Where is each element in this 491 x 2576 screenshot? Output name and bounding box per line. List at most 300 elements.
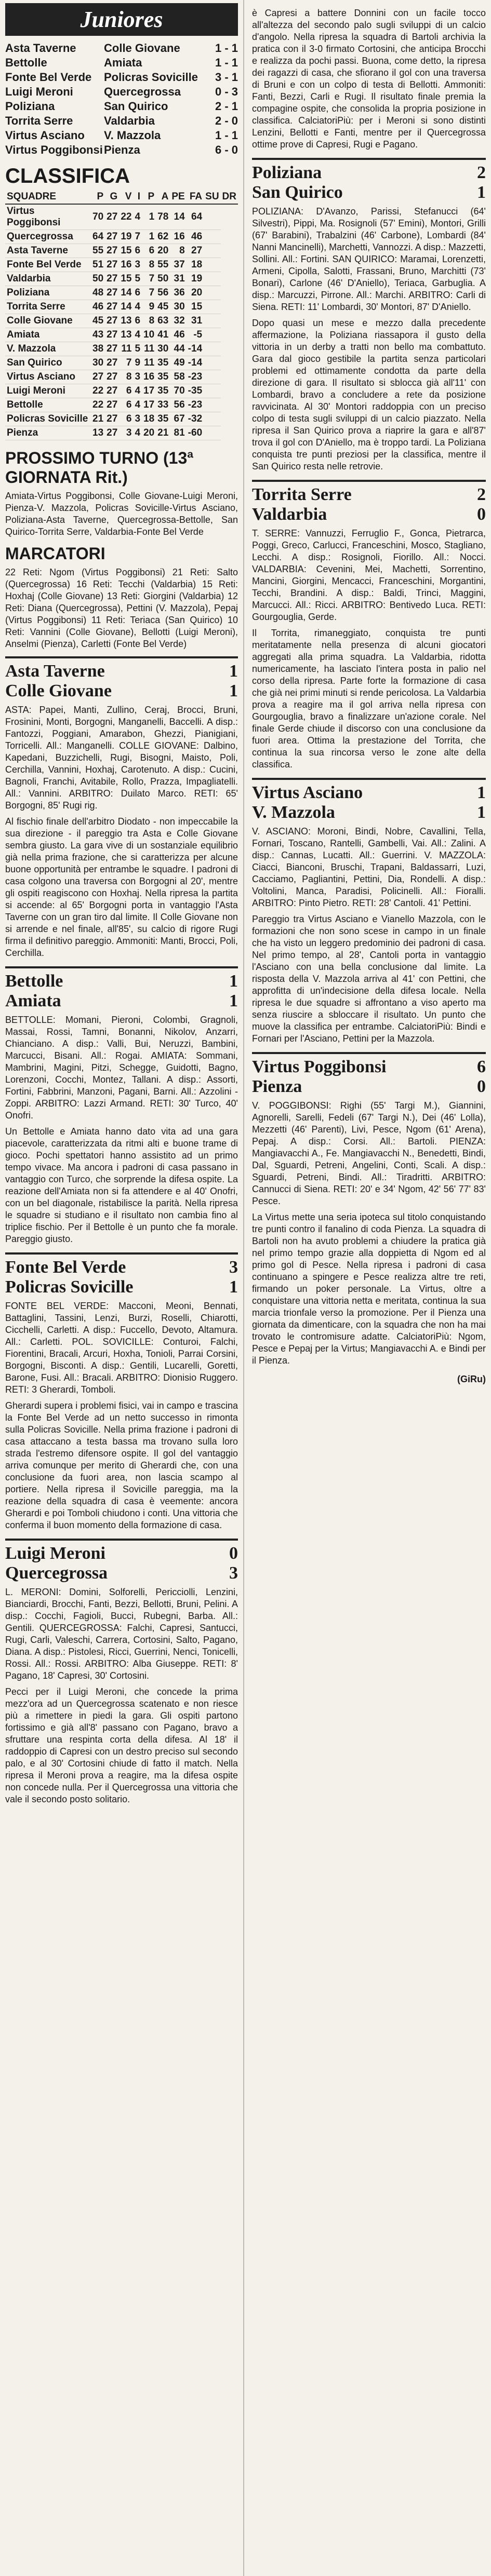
result-home: Virtus Asciano	[5, 129, 85, 142]
standings-cell	[204, 412, 220, 426]
match-home-line	[252, 1052, 486, 1077]
standings-cell: 27	[105, 370, 119, 384]
standings-cell	[204, 244, 220, 258]
scorers-title: MARCATORI	[5, 544, 105, 563]
standings-cell: 4	[133, 328, 142, 342]
result-away: Valdarbia	[104, 114, 155, 127]
result-home: Asta Taverne	[5, 42, 76, 55]
home-score: 1	[229, 662, 238, 681]
standings-cell: -60	[187, 426, 204, 440]
standings-cell: 9	[133, 356, 142, 370]
standings-cell: 16	[170, 230, 186, 244]
result-row	[5, 70, 238, 85]
away-team: Quercegrossa	[5, 1563, 108, 1583]
result-score: 1 - 1	[215, 129, 238, 142]
standings-cell: 21	[91, 412, 105, 426]
standings-cell: 7	[119, 356, 133, 370]
home-team: Luigi Meroni	[5, 1544, 105, 1563]
standings-cell: 13	[119, 314, 133, 328]
standings-cell: 20	[142, 426, 156, 440]
away-score: 3	[229, 1563, 238, 1583]
standings-header-cell: V	[119, 190, 133, 204]
standings-cell: 46	[187, 230, 204, 244]
standings-header-row	[5, 190, 238, 204]
standings-cell: San Quirico	[5, 356, 91, 370]
result-away: Quercegrossa	[104, 85, 181, 98]
standings-cell: 4	[133, 204, 142, 230]
standings-cell: 32	[170, 314, 186, 328]
standings-cell: 14	[119, 300, 133, 314]
standings-cell: 41	[156, 328, 170, 342]
standings-cell: 56	[156, 286, 170, 300]
match-report	[5, 1539, 238, 1805]
match-home-line	[5, 1252, 238, 1277]
away-team: V. Mazzola	[252, 803, 335, 822]
standings-cell: 1	[142, 204, 156, 230]
match-home-line	[252, 158, 486, 183]
away-team: Valdarbia	[252, 505, 327, 524]
standings-cell: 31	[170, 272, 186, 286]
standings-cell: 46	[91, 300, 105, 314]
standings-cell	[204, 356, 220, 370]
home-score: 0	[229, 1544, 238, 1563]
standings-cell: 64	[91, 230, 105, 244]
standings-cell: 46	[170, 328, 186, 342]
standings-cell: 17	[142, 384, 156, 398]
standings-cell	[204, 342, 220, 356]
standings-cell: 13	[119, 328, 133, 342]
standings-cell: 21	[156, 426, 170, 440]
standings-cell: 18	[187, 258, 204, 272]
standings-cell: 36	[170, 286, 186, 300]
standings-header-cell: P	[142, 190, 156, 204]
match-report-text: Pecci per il Luigi Meroni, che concede la prima mezz'ora ad un Quercegrossa scatenato e non riesce più a rimettere in piedi la gara. Gli ospiti partono fortissimo e già all'8' passano con Pagano, bravo a sfruttare una respinta corta della difesa. Al 18' il raddoppio di Capresi con un destro preciso sul secondo palo, e al 30' Cortosini chiude di fatto il match. Nella ripresa il Meroni prova a reagire, ma la difesa ospite non concede nulla. Per il Quercegrossa una vittoria che vale il secondo posto solitario.	[5, 1687, 238, 1804]
standings-cell: 27	[105, 230, 119, 244]
result-home: Bettolle	[5, 56, 47, 69]
standings-cell: 27	[105, 384, 119, 398]
standings-cell: Bettolle	[5, 398, 91, 412]
standings-cell: 70	[170, 384, 186, 398]
standings-cell: Quercegrossa	[5, 230, 91, 244]
result-score: 2 - 0	[215, 114, 238, 127]
byline: (GiRu)	[457, 1374, 486, 1384]
match-report	[5, 966, 238, 1245]
standings-cell: 70	[91, 204, 105, 230]
away-score: 1	[477, 183, 486, 202]
standings-cell	[204, 384, 220, 398]
match-lineups: FONTE BEL VERDE: Macconi, Meoni, Bennati, Battaglini, Tassini, Lenzi, Burzi, Roselli, Chiarotti, Cicchelli, Carletti. A disp.: Fuccello, Devoto, Altamura. All.: Carletti. POL. SOVICILLE: Conturoi, Falchi, Fiorentini, Bracali, Arcuri, Hoxha, Tonioli, Parrai Corsini, Borgogni, Bisconti. A disp.: Gentili, Lucarelli, Goretti, Barone, Fusi. All.: Bracali. ARBITRO: Dionisio Ruggero. RETI: 3 Gherardi, Tomboli.	[5, 1301, 238, 1395]
standings-cell: Colle Giovane	[5, 314, 91, 328]
standings-cell: Policras Sovicille	[5, 412, 91, 426]
match-report-text: Dopo quasi un mese e mezzo dalla precedente affermazione, la Poliziana riassapora il gusto della vittoria in un derby a tratti non bello ma combattuto. Gara dal gioco gestibile la partita senza particolari problemi ed ottimamente condotta da parte della direzione di gara. Il risultato si sblocca già all'11' con Lombardi, bravo a concludere a rete da posizione ravvicinata. Al 30' Montori raddoppia con un preciso colpo di testa sugli sviluppi di un calcio piazzato. Nella ripresa il San Quirico prova a riaprire la gara e all'87' trova il gol con D'Aniello, ma è troppo tardi. La Poliziana conquista tre punti preziosi per la classifica, mentre il San Quirico resta nelle retrovie.	[252, 318, 486, 471]
standings-row	[5, 384, 238, 398]
standings-cell: 48	[91, 286, 105, 300]
result-row	[5, 143, 238, 157]
standings-cell: 27	[187, 244, 204, 258]
standings-row	[5, 230, 238, 244]
standings-cell: 19	[187, 272, 204, 286]
match-away-line	[252, 505, 486, 524]
standings-cell: 45	[156, 300, 170, 314]
standings-cell: 63	[156, 314, 170, 328]
standings-cell: 11	[119, 342, 133, 356]
standings-header-cell: DR	[221, 190, 238, 204]
standings-cell: 11	[142, 356, 156, 370]
match-report	[5, 1252, 238, 1531]
result-home: Torrita Serre	[5, 114, 73, 127]
away-score: 1	[229, 991, 238, 1010]
standings-cell: 49	[170, 356, 186, 370]
standings-cell	[204, 300, 220, 314]
standings-cell: Luigi Meroni	[5, 384, 91, 398]
home-team: Virtus Poggibonsi	[252, 1057, 387, 1076]
standings-cell: 4	[133, 300, 142, 314]
standings-title: CLASSIFICA	[5, 165, 130, 187]
standings-cell: 7	[142, 272, 156, 286]
match-report-text: Gherardi supera i problemi fisici, vai in campo e trascina la Fonte Bel Verde ad un netto successo in rimonta sulla Policras Sovicille. Nella prima frazione i padroni di casa attaccano a testa bassa ma trovano sulla loro strada l'estremo difensore ospite. Il gol del vantaggio arriva comunque per merito di Gherardi che, con una conclusione da fuori area, non lascia scampo al portiere. Nella ripresa il Sovicille pareggia, ma la reazione della squadra di casa è veemente: ancora Gherardi e poi Tomboli chiudono i conti. Una vittoria che conferma il buon momento della formazione di casa.	[5, 1400, 238, 1530]
standings-row	[5, 342, 238, 356]
standings-table	[5, 190, 238, 440]
standings-row	[5, 426, 238, 440]
standings-cell: 33	[156, 398, 170, 412]
standings-cell: 11	[142, 342, 156, 356]
standings-cell: 30	[170, 300, 186, 314]
standings-cell: 27	[105, 328, 119, 342]
standings-cell: 67	[170, 412, 186, 426]
standings-row	[5, 286, 238, 300]
standings-row	[5, 300, 238, 314]
match-away-line	[5, 1277, 238, 1297]
home-score: 6	[477, 1057, 486, 1076]
results-list	[5, 41, 238, 157]
standings-cell: 31	[187, 314, 204, 328]
standings-cell: 16	[142, 370, 156, 384]
standings-cell: 20	[156, 244, 170, 258]
standings-row	[5, 314, 238, 328]
match-away-line	[5, 1563, 238, 1583]
match-lineups: L. MERONI: Domini, Solforelli, Pericciolli, Lenzini, Bianciardi, Brocchi, Fanti, Bezzi, Bellotti, Bruni, Pelini. A disp.: Cocchi, Fagioli, Bucci, Rubegni, Barba. All.: Gentili. QUERCEGROSSA: Falchi, Capresi, Santucci, Rugi, Carli, Valeschi, Carrera, Cortosini, Salto, Pagano, Diana. A disp.: Pistolesi, Ricci, Guerrini, Nenci, Tonicelli, Rossi. All.: Rossi. ARBITRO: Alba Giuseppe. RETI: 8' Pagano, 18' Capresi, 30' Cortosini.	[5, 1587, 238, 1681]
standings-cell: 7	[142, 286, 156, 300]
standings-cell: 6	[119, 398, 133, 412]
standings-cell: 27	[105, 300, 119, 314]
away-team: Policras Sovicille	[5, 1277, 134, 1297]
standings-cell: -35	[187, 384, 204, 398]
standings-cell: 8	[170, 244, 186, 258]
standings-cell	[204, 204, 220, 230]
standings-cell: 64	[187, 204, 204, 230]
result-row	[5, 128, 238, 143]
standings-cell: 5	[133, 272, 142, 286]
result-row	[5, 41, 238, 56]
match-report-text: La Virtus mette una seria ipoteca sul titolo conquistando tre punti contro il fanalino di coda Pienza. La squadra di Bartoli non ha avuto problemi a chiudere la pratica già nel primo tempo grazie alla doppietta di Ngom ed al primo gol di Pesce. Nella ripresa i padroni di casa continuano a spingere e Pesce realizza altre tre reti, firmando un poker personale. La Virtus, oltre a conquistare una vittoria netta e meritata, continua la sua marcia trionfale verso la promozione. Per il Pienza una giornata da dimenticare, con la squadra che non ha mai trovato le contromisure adatte. CalciatoriPiù: Ngom, Pesce e Pepaj per la Virtus; Mangiavacchi A. e Bindi per il Pienza.	[252, 1212, 486, 1366]
away-score: 0	[477, 505, 486, 524]
standings-cell: 27	[105, 272, 119, 286]
next-round-text: Amiata-Virtus Poggibonsi, Colle Giovane-Luigi Meroni, Pienza-V. Mazzola, Policras Sovicille-Virtus Asciano, Poliziana-Asta Taverne, Quercegrossa-Bettolle, San Quirico-Torrita Serre, Valdarbia-Fonte Bel Verde	[5, 491, 238, 537]
standings-cell: 3	[133, 258, 142, 272]
standings-row	[5, 204, 238, 230]
match-report	[5, 656, 238, 959]
standings-cell: 6	[133, 244, 142, 258]
standings-cell: -14	[187, 356, 204, 370]
result-row	[5, 56, 238, 70]
standings-header-cell: I	[133, 190, 142, 204]
standings-cell: 27	[105, 356, 119, 370]
match-home-line	[5, 966, 238, 991]
standings-cell: 62	[156, 230, 170, 244]
match-lineups: BETTOLLE: Momani, Pieroni, Colombi, Gragnoli, Massai, Rossi, Tamni, Bonanni, Nikolov, Anzarri, Chianciano. A disp.: Valli, Bui, Neruzzi, Bambini, Marcucci, Bisani. All.: Rogai. AMIATA: Sommani, Mambrini, Magini, Pitzi, Schegge, Guidotti, Bagno, Lorenzoni, Cocchi, Montez, Tallani. A disp.: Assorti, Fortini, Fabbrini, Manzoni, Pagani, Barni. All.: Azzolini - Zoppi. ARBITRO: Lazzi Armand. RETI: 30' Turco, 40' Onofri.	[5, 1015, 238, 1121]
standings-header-cell: P	[91, 190, 105, 204]
result-score: 1 - 1	[215, 42, 238, 55]
standings-cell: 6	[133, 314, 142, 328]
standings-cell: 5	[133, 342, 142, 356]
standings-cell: 35	[156, 370, 170, 384]
standings-cell: 27	[105, 286, 119, 300]
away-team: San Quirico	[252, 183, 343, 202]
match-away-line	[252, 183, 486, 203]
standings-cell: 27	[91, 370, 105, 384]
match-lineups: POLIZIANA: D'Avanzo, Parissi, Stefanucci (64' Silvestri), Pippi, Ma. Rosignoli (57' Emini), Montori, Grilli (67' Barabini), Trabalzini (46' Carbone), Lombardi (84' Nanni Mancinelli), Marchetti, Vannozzi. A disp.: Mazzetti, Sollini. All.: Fortini. SAN QUIRICO: Maramai, Lorenzetti, Armeni, Cipolla, Salotti, Frassani, Bruno, Marchitti (73' Bonari), Carlone (46' D'Aniello), Teriaca, Garbuglia. A disp.: Marcuzzi, Pirrone. All.: Marchi. ARBITRO: Carli di Siena. RETI: 11' Lombardi, 30' Montori, 87' D'Aniello.	[252, 206, 486, 312]
match-lineups: T. SERRE: Vannuzzi, Ferruglio F., Gonca, Pietrarca, Poggi, Greco, Carlucci, Franceschini, Mosco, Stagliano, Lecchi. A disp.: Rosignoli, Fiorillo. All.: Nocci. VALDARBIA: Cevenini, Mei, Machetti, Sorrentino, Mancini, Giorgini, Mencacci, Franceschini, Morgantini, Tecchi, Brandini. A disp.: Baldi, Trinci, Maggini, Marcucci. All.: Ricci. ARBITRO: Bentivedo Luca. RETI: Gourgouglia, Gerde.	[252, 528, 486, 622]
standings-cell: 20	[187, 286, 204, 300]
standings-cell: 22	[91, 398, 105, 412]
home-team: Poliziana	[252, 163, 322, 182]
match-report	[252, 1052, 486, 1367]
standings-cell: 38	[91, 342, 105, 356]
standings-cell: 35	[156, 356, 170, 370]
match-lineups: V. ASCIANO: Moroni, Bindi, Nobre, Cavallini, Tella, Fornari, Toscano, Rantelli, Gambelli, Vai. All.: Zalini. A disp.: Cannas, Lucatti. All.: Guerrini. V. MAZZOLA: Ciacci, Bianconi, Bruschi, Trapani, Baldassarri, Luzi, Cacciamo, Pagliantini, Pettini, Dia, Rondelli. A disp.: Voltolini, Manca, Paradisi, Policinelli. All.: Fioralli. ARBITRO: Pinto Pietro. RETI: 28' Cantoli. 41' Pettini.	[252, 826, 486, 908]
standings-row	[5, 398, 238, 412]
match-home-line	[252, 778, 486, 803]
standings-cell: 81	[170, 426, 186, 440]
match-home-line	[5, 656, 238, 681]
standings-cell: -23	[187, 370, 204, 384]
standings-row	[5, 370, 238, 384]
match-report	[252, 778, 486, 1045]
match-away-line	[252, 1077, 486, 1097]
standings-header-cell: SQUADRE	[5, 190, 91, 204]
standings-cell: 6	[119, 412, 133, 426]
standings-cell: 30	[91, 356, 105, 370]
standings-cell	[204, 328, 220, 342]
result-away: San Quirico	[104, 100, 168, 113]
next-round-title: PROSSIMO TURNO (13ª GIORNATA Rit.)	[5, 449, 194, 487]
match-report-text: Al fischio finale dell'arbitro Diodato - non impeccabile la sua direzione - il pareggio tra Asta e Colle Giovane sembra giusto. La gara vive di un sostanziale equilibrio già nella prima frazione, che si caratterizza per alcune buone opportunità per entrambe le squadre. I padroni di casa colgono una traversa con Borgogni al 20', mentre gli ospiti reagiscono con Hoxhaj. Nella ripresa la partita si accende: al 65' Borgogni porta in vantaggio l'Asta Taverne con un gran tiro dal limite. Il Colle Giovane non si arrende e nel finale, all'85', su calcio di rigore Rugi firma il definitivo pareggio. Ammoniti: Manti, Brocci, Poli, Cerchilla.	[5, 816, 238, 958]
standings-cell: 45	[91, 314, 105, 328]
result-row	[5, 99, 238, 114]
standings-cell: 27	[105, 398, 119, 412]
match-lineups: ASTA: Papei, Manti, Zullino, Ceraj, Brocci, Bruni, Frosinini, Monti, Borgogni, Manganelli, Baccelli. A disp.: Fantozzi, Poggiani, Amarabon, Ghezzi, Pianigiani, Torricelli. All.: Manganelli. COLLE GIOVANE: Dalbino, Kapedani, Buzzichelli, Rugi, Bisogni, Maisto, Poli, Cerchilla, Vannini, Hoxhaj, Carotenuto. A disp.: Cucini, Bagnoli, Franchi, Avitabile, Rollo, Prazza, Impagliatelli. All.: Vannini. ARBITRO: Duilato Marco. RETI: 65' Borgogni, 85' Rugi rig.	[5, 705, 238, 811]
home-score: 2	[477, 485, 486, 504]
home-team: Fonte Bel Verde	[5, 1258, 126, 1277]
standings-cell: 15	[119, 272, 133, 286]
standings-cell: 50	[91, 272, 105, 286]
match-report	[252, 480, 486, 771]
standings-cell: Virtus Poggibonsi	[5, 204, 91, 230]
result-row	[5, 85, 238, 99]
result-score: 2 - 1	[215, 100, 238, 113]
standings-cell: 22	[119, 204, 133, 230]
standings-cell: 51	[91, 258, 105, 272]
standings-cell: Fonte Bel Verde	[5, 258, 91, 272]
standings-header-cell: A	[156, 190, 170, 204]
standings-cell: 4	[133, 398, 142, 412]
match-lineups: V. POGGIBONSI: Righi (55' Targi M.), Giannini, Agnorelli, Sarelli, Fedeli (67' Targi N.), Dei (46' Lolla), Mezzetti (46' Parenti), Livi, Pesce, Ngom (61' Arena), Pepaj. A disp.: Corsi. All.: Bartoli. PIENZA: Mangiavacchi A., Fe. Mangiavacchi N., Benedetti, Bindi, Dal, Sguardi, Petreni, Angelini, Conti, Scali. A disp.: Sguardi, Petreni, Bindi. All.: Tiradritti. ARBITRO: Cannucci di Siena. RETI: 20' e 34' Ngom, 42' 56' 77' 83' Pesce.	[252, 1100, 486, 1206]
result-away: Colle Giovane	[104, 42, 180, 55]
standings-row	[5, 258, 238, 272]
standings-cell: 43	[91, 328, 105, 342]
match-report	[252, 158, 486, 473]
standings-row	[5, 244, 238, 258]
standings-cell	[204, 258, 220, 272]
continued-report: è Capresi a battere Donnini con un facile tocco all'altezza del secondo palo sugli sviluppi di un calcio d'angolo. Nella ripresa la squadra di Bartoli archivia la pratica con il 3-0 firmato Cortosini, che anticipa Brocchi e realizza da pochi passi. Buona, come detto, la ripresa dei ragazzi di casa, che sfiorano il gol con una traversa di Bruni e con un colpo di testa di Bellotti. Ammoniti: Fanti, Bezzi, Carli e Rugi. Il risultato finale premia la compagine ospite, che consolida la propria posizione in classifica. CalciatoriPiù: per i Meroni si sono distinti Lenzini, Bellotti e Fanti, mentre per il Quercegrossa ottime prove di Capresi, Rugi e Pagano.	[252, 8, 486, 150]
standings-cell: 14	[170, 204, 186, 230]
standings-cell: 35	[156, 412, 170, 426]
standings-cell: 16	[119, 258, 133, 272]
match-report-text: Il Torrita, rimaneggiato, conquista tre punti meritatamente nella presenza di alcuni giocatori aggregati alla prima squadra. La Valdarbia, ridotta numericamente, ha lasciato l'intera posta in palio nel corso della ripresa. Parte forte la formazione di casa che già nei primi minuti si rende pericolosa. La Valdarbia prova a reagire ma il gol arriva nella ripresa con Gourgouglia, bravo a finalizzare un'azione corale. Nel finale Gerde chiude il discorso con una conclusione da fuori area. Ottima la prestazione del Torrita, che continua la sua rincorsa verso le zone alte della classifica.	[252, 628, 486, 770]
match-report-text: Pareggio tra Virtus Asciano e Vianello Mazzola, con le formazioni che non sono scese in campo in un finale che ha visto un leggero predominio dei padroni di casa. Nel primo tempo, al 28', Cantoli porta in vantaggio l'Asciano con una bella conclusione dal limite. La risposta della V. Mazzola arriva al 41' con Pettini, che approfitta di un'indecisione della difesa locale. Nella ripresa le due squadre si affrontano a viso aperto ma senza riuscire a sbloccare il risultato. Un punto che muove la classifica per entrambe. CalciatoriPiù: Bindi e Fornari per l'Asciano, Pettini per la Mazzola.	[252, 914, 486, 1044]
standings-cell: Amiata	[5, 328, 91, 342]
standings-cell	[204, 314, 220, 328]
standings-cell: 7	[133, 230, 142, 244]
match-away-line	[252, 803, 486, 822]
result-away: Policras Sovicille	[104, 71, 198, 84]
standings-cell: Valdarbia	[5, 272, 91, 286]
standings-cell: 27	[105, 258, 119, 272]
right-column	[247, 0, 491, 2576]
standings-cell	[204, 230, 220, 244]
standings-header-cell: SU	[204, 190, 220, 204]
standings-cell: 56	[170, 398, 186, 412]
right-match-reports	[252, 158, 486, 1367]
standings-cell: -32	[187, 412, 204, 426]
result-home: Fonte Bel Verde	[5, 71, 92, 84]
home-score: 3	[229, 1258, 238, 1277]
away-score: 1	[477, 803, 486, 822]
standings-row	[5, 412, 238, 426]
standings-cell: Pienza	[5, 426, 91, 440]
standings-row	[5, 272, 238, 286]
standings-cell: 14	[119, 286, 133, 300]
result-score: 3 - 1	[215, 71, 238, 84]
match-away-line	[5, 991, 238, 1011]
left-match-reports	[5, 656, 238, 1805]
standings-cell: 8	[119, 370, 133, 384]
standings-cell: 78	[156, 204, 170, 230]
standings-cell: 4	[133, 426, 142, 440]
standings-cell	[204, 272, 220, 286]
standings-cell: 30	[156, 342, 170, 356]
scorers-text: 22 Reti: Ngom (Virtus Poggibonsi) 21 Reti: Salto (Quercegrossa) 16 Reti: Tecchi (Valdarbia) 15 Reti: Hoxhaj (Colle Giovane) 13 Reti: Giorgini (Valdarbia) 12 Reti: Diana (Quercegrossa), Pettini (V. Mazzola), Pepaj (Virtus Poggibonsi) 11 Reti: Teriaca (San Quirico) 10 Reti: Vannini (Colle Giovane), Bellotti (Luigi Meroni), Anselmi (Pienza), Carletti (Fonte Bel Verde)	[5, 567, 238, 649]
section-banner: Juniores	[5, 3, 238, 36]
home-score: 2	[477, 163, 486, 182]
standings-cell: 27	[105, 342, 119, 356]
match-home-line	[5, 1539, 238, 1563]
standings-cell: 3	[133, 412, 142, 426]
standings-cell: 18	[142, 412, 156, 426]
standings-header-cell: FA	[187, 190, 204, 204]
standings-cell: 27	[105, 204, 119, 230]
standings-cell: 15	[119, 244, 133, 258]
standings-cell: Torrita Serre	[5, 300, 91, 314]
home-team: Virtus Asciano	[252, 783, 363, 802]
result-away: Amiata	[104, 56, 142, 69]
standings-cell: V. Mazzola	[5, 342, 91, 356]
standings-cell	[204, 286, 220, 300]
result-row	[5, 114, 238, 128]
result-score: 0 - 3	[215, 85, 238, 98]
result-home: Luigi Meroni	[5, 85, 73, 98]
away-score: 1	[229, 681, 238, 700]
standings-cell	[204, 398, 220, 412]
standings-cell: -23	[187, 398, 204, 412]
standings-cell: 6	[142, 244, 156, 258]
standings-cell: 4	[133, 384, 142, 398]
standings-cell: 19	[119, 230, 133, 244]
standings-cell	[204, 370, 220, 384]
standings-cell: 27	[105, 412, 119, 426]
home-team: Torrita Serre	[252, 485, 352, 504]
result-home: Virtus Poggibonsi	[5, 143, 103, 156]
result-score: 1 - 1	[215, 56, 238, 69]
standings-cell: 58	[170, 370, 186, 384]
standings-cell	[204, 426, 220, 440]
away-team: Colle Giovane	[5, 681, 112, 700]
match-report-text: Un Bettolle e Amiata hanno dato vita ad una gara piacevole, caratterizzata da ritmi alti e buone trame di gioco. Pochi spettatori hanno assistito ad un primo tempo vivace. Ma ancora i padroni di casa passano in vantaggio con Turco, che sorprende la difesa ospite. La reazione dell'Amiata non si fa attendere e al 40' Onofri, con un bel diagonale, ristabilisce la parità. Nella ripresa le squadre si studiano e il risultato non cambia fino al triplice fischio. Per il Bettolle è un punto che fa morale. Pareggio giusto.	[5, 1126, 238, 1244]
standings-cell: 9	[142, 300, 156, 314]
away-score: 1	[229, 1277, 238, 1297]
standings-cell: 3	[133, 370, 142, 384]
standings-cell: 50	[156, 272, 170, 286]
standings-cell: 37	[170, 258, 186, 272]
home-team: Asta Taverne	[5, 662, 105, 681]
standings-cell: 17	[142, 398, 156, 412]
standings-cell: 10	[142, 328, 156, 342]
standings-cell: 27	[105, 426, 119, 440]
standings-cell: 27	[105, 244, 119, 258]
standings-header-cell: PE	[170, 190, 186, 204]
standings-cell: 13	[91, 426, 105, 440]
standings-cell: 35	[156, 384, 170, 398]
standings-cell: 22	[91, 384, 105, 398]
standings-cell: 8	[142, 314, 156, 328]
standings-row	[5, 328, 238, 342]
standings-cell: 6	[133, 286, 142, 300]
left-column	[0, 0, 244, 2576]
standings-cell: Asta Taverne	[5, 244, 91, 258]
away-team: Amiata	[5, 991, 61, 1010]
standings-cell: 8	[142, 258, 156, 272]
standings-header-cell: G	[105, 190, 119, 204]
result-away: V. Mazzola	[104, 129, 161, 142]
standings-cell: 3	[119, 426, 133, 440]
standings-cell: 44	[170, 342, 186, 356]
home-team: Bettolle	[5, 972, 63, 991]
standings-cell: -5	[187, 328, 204, 342]
standings-cell: 27	[105, 314, 119, 328]
result-away: Pienza	[104, 143, 140, 156]
standings-cell: 55	[156, 258, 170, 272]
standings-cell: Virtus Asciano	[5, 370, 91, 384]
standings-cell: 6	[119, 384, 133, 398]
standings-cell: -14	[187, 342, 204, 356]
result-home: Poliziana	[5, 100, 55, 113]
home-score: 1	[477, 783, 486, 802]
standings-cell: 1	[142, 230, 156, 244]
away-team: Pienza	[252, 1077, 302, 1096]
match-away-line	[5, 681, 238, 701]
standings-cell: 15	[187, 300, 204, 314]
standings-cell: 55	[91, 244, 105, 258]
